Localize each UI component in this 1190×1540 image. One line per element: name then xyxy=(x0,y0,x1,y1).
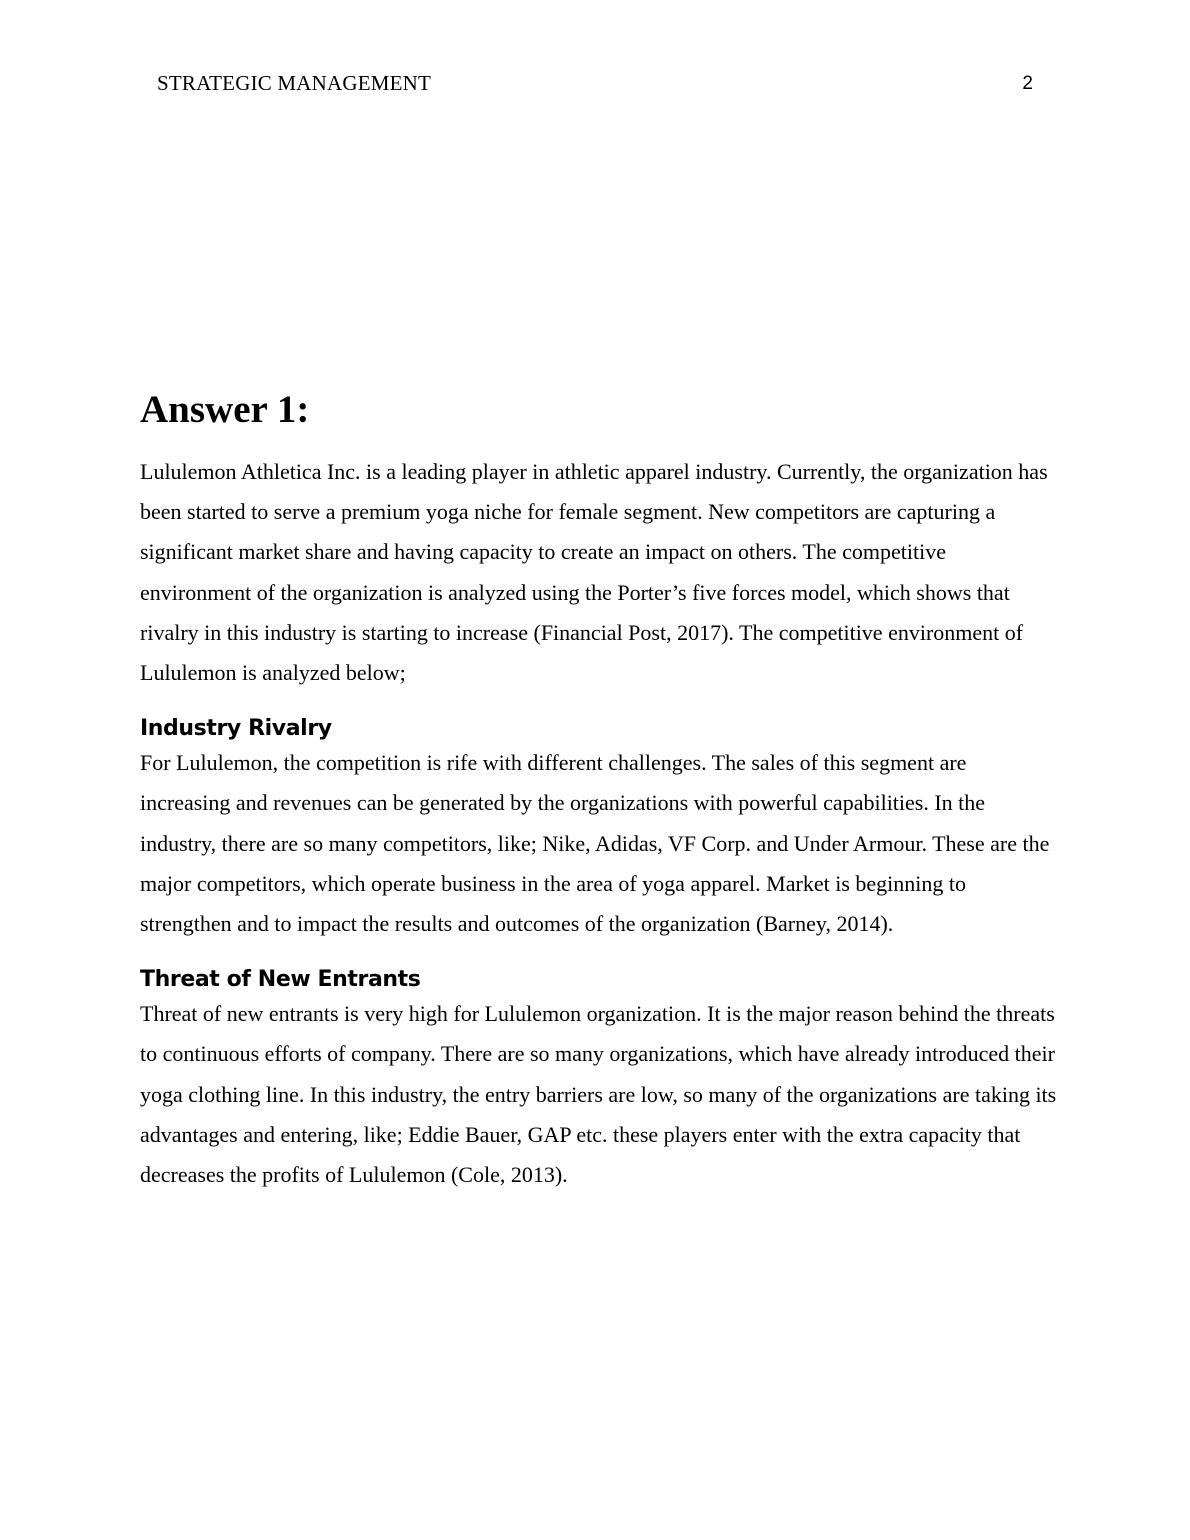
section-body-industry-rivalry: For Lululemon, the competition is rife with different challenges. The sales of this segment are increasing and revenues can be generated by the organizations with powerful capabilities. In the industry, there are so many competitors, like; Nike, Adidas, VF Corp. and Under Armour. These are the major competitors, which operate business in the area of yoga apparel. Market is beginning to strengthen and to impact the results and outcomes of the organization (Barney, 2014). xyxy=(140,750,1050,937)
section-body-threat-of-new-entrants: Threat of new entrants is very high for Lululemon organization. It is the major reason behind the threats to continuous efforts of company. There are so many organizations, which have already introduced their yoga clothing line. In this industry, the entry barriers are low, so many of the organizations are taking its advantages and entering, like; Eddie Bauer, GAP etc. these players enter with the extra capacity that decreases the profits of Lululemon (Cole, 2013). xyxy=(140,1001,1057,1188)
running-head: STRATEGIC MANAGEMENT xyxy=(157,71,432,95)
intro-paragraph: Lululemon Athletica Inc. is a leading player in athletic apparel industry. Currently, the organization has been started to serve a premium yoga niche for female segment. New competitors are capturing a significant market share and having capacity to create an impact on others. The competitive environment of the organization is analyzed using the Porter’s five forces model, which shows that rivalry in this industry is starting to increase (Financial Post, 2017). The competitive environment of Lululemon is analyzed below; xyxy=(140,459,1048,686)
page-number: 2 xyxy=(1022,73,1033,94)
page-header xyxy=(157,71,1033,97)
document-body xyxy=(140,386,1060,1195)
section-heading-threat-of-new-entrants: Threat of New Entrants xyxy=(140,967,421,993)
answer-title: Answer 1: xyxy=(140,388,310,431)
section-heading-industry-rivalry: Industry Rivalry xyxy=(140,716,332,742)
